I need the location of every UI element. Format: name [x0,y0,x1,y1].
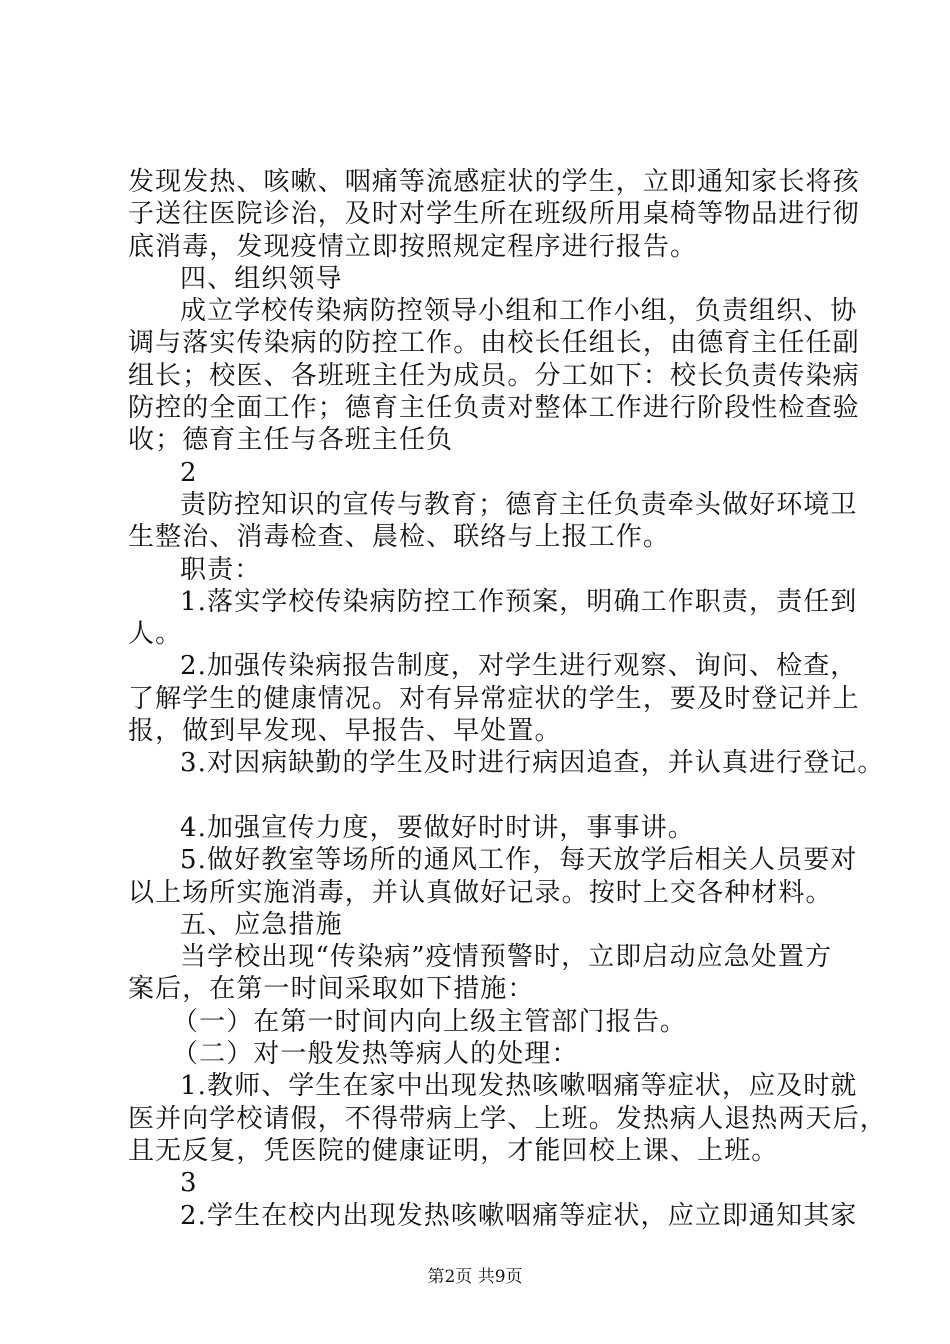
text-line: 以上场所实施消毒，并认真做好记录。按时上交各种材料。 [128,877,833,908]
text-line: 当学校出现“传染病”疫情预警时，立即启动应急处置方 [180,942,833,973]
text-line: 职责： [180,554,262,585]
text-line: 组长；校医、各班班主任为成员。分工如下：校长负责传染病 [128,360,860,391]
text-line: 5.做好教室等场所的通风工作，每天放学后相关人员要对 [180,845,858,876]
text-line: 4.加强宣传力度，要做好时时讲，事事讲。 [180,812,695,843]
text-line: 调与落实传染病的防控工作。由校长任组长，由德育主任任副 [128,328,860,359]
text-line: 3.对因病缺勤的学生及时进行病因追查，并认真进行登记。 [180,748,885,779]
text-line: 责防控知识的宣传与教育；德育主任负责牵头做好环境卫 [180,489,858,520]
text-line: 发现发热、咳嗽、咽痛等流感症状的学生，立即通知家长将孩 [128,167,860,197]
text-line: 底消毒，发现疫情立即按照规定程序进行报告。 [128,231,698,262]
text-line: 且无反复，凭医院的健康证明，才能回校上课、上班。 [128,1135,779,1166]
page-marker: 3 [180,1168,198,1199]
text-line: （一）在第一时间内向上级主管部门报告。 [172,1006,687,1037]
text-line: 报，做到早发现、早报告、早处置。 [128,716,562,747]
text-line: 生整治、消毒检查、晨检、联络与上报工作。 [128,522,671,553]
document-body [128,166,887,1232]
text-line: 成立学校传染病防控领导小组和工作小组，负责组织、协 [180,296,858,327]
blank-line [128,780,838,812]
text-line: 子送往医院诊治，及时对学生所在班级所用桌椅等物品进行彻 [128,199,860,230]
text-line: 防控的全面工作；德育主任负责对整体工作进行阶段性检查验 [128,393,860,424]
section-heading: 五、应急措施 [180,909,343,940]
text-line: （二）对一般发热等病人的处理： [172,1039,579,1070]
text-line: 医并向学校请假，不得带病上学、上班。发热病人退热两天后， [128,1103,887,1134]
text-line: 收；德育主任与各班主任负 [128,425,454,456]
page-footer: 第2页 共9页 [427,1267,523,1287]
text-line: 2.加强传染病报告制度，对学生进行观察、询问、检查， [180,651,858,682]
text-line: 2.学生在校内出现发热咳嗽咽痛等症状，应立即通知其家 [180,1200,858,1231]
page-marker: 2 [180,457,198,488]
text-line: 1.教师、学生在家中出现发热咳嗽咽痛等症状，应及时就 [180,1071,858,1102]
text-line: 人。 [128,619,183,650]
text-line: 了解学生的健康情况。对有异常症状的学生，要及时登记并上 [128,683,860,714]
section-heading: 四、组织领导 [180,263,343,294]
text-line: 案后，在第一时间采取如下措施： [128,974,535,1005]
text-line: 1.落实学校传染病防控工作预案，明确工作职责，责任到 [180,586,858,617]
